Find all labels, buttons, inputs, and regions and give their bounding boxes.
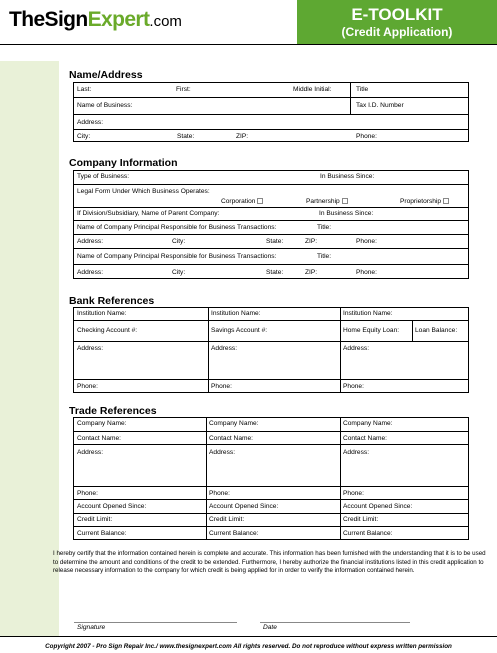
bank-phone-row [74,379,468,394]
trade-phone-field-2[interactable]: Phone: [209,490,230,497]
credit-limit-field-2[interactable]: Credit Limit: [209,516,245,523]
signature-line[interactable] [74,622,237,623]
trade-company-field-3[interactable]: Company Name: [343,420,393,427]
section-heading-bank-references: Bank References [69,295,155,307]
type-row [74,171,468,184]
credit-limit-field-1[interactable]: Credit Limit: [77,516,113,523]
name-address-table [73,82,469,142]
zip-field[interactable]: ZIP: [236,133,249,140]
logo-text-expert: Expert [87,8,150,31]
contact-name-row [74,431,468,445]
principal-name-field-2[interactable]: Name of Company Principal Responsible for Business Transactions: [77,253,277,260]
company-info-table [73,170,469,279]
account-opened-field-1[interactable]: Account Opened Since: [77,503,147,510]
phone-field[interactable]: Phone: [356,133,377,140]
cell-divider [350,83,351,97]
section-heading-trade-references: Trade References [69,405,157,417]
trade-address-row [74,444,468,487]
institution-name-field-2[interactable]: Institution Name: [211,310,261,317]
company-name-row [74,418,468,431]
corporation-checkbox[interactable] [257,198,263,204]
trade-company-field-2[interactable]: Company Name: [209,420,259,427]
state-field[interactable]: State: [177,133,195,140]
credit-limit-field-3[interactable]: Credit Limit: [343,516,379,523]
institution-name-field-1[interactable]: Institution Name: [77,310,127,317]
name-row [74,83,468,97]
account-opened-field-2[interactable]: Account Opened Since: [209,503,279,510]
current-balance-field-2[interactable]: Current Balance: [209,530,259,537]
principal-zip-field-1[interactable]: ZIP: [305,238,318,245]
cell-divider [412,321,413,342]
principal-city-field-2[interactable]: City: [172,269,186,276]
savings-account-field[interactable]: Savings Account #: [211,327,268,334]
cell-divider [350,98,351,115]
account-opened-field-3[interactable]: Account Opened Since: [343,503,413,510]
principal-row-1 [74,220,468,235]
bank-address-field-3[interactable]: Address: [343,345,370,352]
institution-row [74,308,468,320]
bank-phone-field-2[interactable]: Phone: [211,383,232,390]
principal-address-row-1 [74,234,468,249]
principal-city-field-1[interactable]: City: [172,238,186,245]
proprietorship-label: Proprietorship [400,198,442,205]
institution-name-field-3[interactable]: Institution Name: [343,310,393,317]
current-balance-row [74,526,468,541]
address-field[interactable]: Address: [77,119,104,126]
trade-address-field-3[interactable]: Address: [343,449,370,456]
trade-address-field-1[interactable]: Address: [77,449,104,456]
business-name-field[interactable]: Name of Business: [77,102,133,109]
trade-references-table [73,417,469,540]
tax-id-field[interactable]: Tax I.D. Number [356,102,404,109]
page-subtitle: (Credit Application) [341,25,453,39]
signature-label: Signature [77,624,106,631]
principal-zip-field-2[interactable]: ZIP: [305,269,318,276]
home-equity-loan-field[interactable]: Home Equity Loan: [343,327,400,334]
in-business-since-field[interactable]: In Business Since: [320,173,375,180]
bank-address-field-2[interactable]: Address: [211,345,238,352]
page-title: E-TOOLKIT [351,5,443,24]
principal-title-field-1[interactable]: Title: [317,224,332,231]
parent-in-business-since-field[interactable]: In Business Since: [319,210,374,217]
bank-phone-field-1[interactable]: Phone: [77,383,98,390]
principal-phone-field-1[interactable]: Phone: [356,238,377,245]
section-heading-name-address: Name/Address [69,69,143,81]
trade-contact-field-2[interactable]: Contact Name: [209,435,253,442]
partnership-checkbox[interactable] [342,198,348,204]
header-divider [0,44,497,45]
proprietorship-option[interactable] [400,198,449,206]
principal-state-field-2[interactable]: State: [266,269,284,276]
middle-initial-field[interactable]: Middle Initial: [293,86,332,93]
section-heading-company-information: Company Information [69,157,178,169]
legal-form-row [74,184,468,208]
left-green-margin [0,61,59,636]
city-row [74,129,468,143]
principal-address-field-1[interactable]: Address: [77,238,104,245]
account-row [74,320,468,342]
bank-address-field-1[interactable]: Address: [77,345,104,352]
partnership-option[interactable] [306,198,348,206]
city-field[interactable]: City: [77,133,91,140]
address-row [74,114,468,130]
trade-contact-field-3[interactable]: Contact Name: [343,435,387,442]
principal-phone-field-2[interactable]: Phone: [356,269,377,276]
current-balance-field-1[interactable]: Current Balance: [77,530,127,537]
principal-address-row-2 [74,264,468,280]
principal-state-field-1[interactable]: State: [266,238,284,245]
title-field[interactable]: Title [356,86,369,93]
site-logo [9,7,182,35]
date-label: Date [263,624,277,631]
date-line[interactable] [260,622,410,623]
footer-copyright: Copyright 2007 - Pro Sign Repair Inc./ www.thesignexpert.com All rights reserved. Do not reproduce without express written permission [45,643,452,650]
title-banner [297,0,497,44]
logo-text-com: .com [149,13,182,30]
proprietorship-checkbox[interactable] [443,198,449,204]
parent-company-field[interactable]: If Division/Subsidiary, Name of Parent Company: [77,210,220,217]
footer-divider [0,636,497,637]
trade-phone-field-1[interactable]: Phone: [77,490,98,497]
principal-address-field-2[interactable]: Address: [77,269,104,276]
division-row [74,207,468,221]
last-name-field[interactable]: Last: [77,86,92,93]
bank-phone-field-3[interactable]: Phone: [343,383,364,390]
principal-name-field-1[interactable]: Name of Company Principal Responsible for Business Transactions: [77,224,277,231]
trade-contact-field-1[interactable]: Contact Name: [77,435,121,442]
certification-text: I hereby certify that the information contained herein is complete and accurate. This information has been furnished with the understanding that it is to be used to determine the amount and conditions of the credit to be extended. Furthermore, I hereby authorize the financial institutions listed in this credit application to release necessary information to the company for which credit is being applied for in order to verify the information contained herein. [53,550,486,575]
bank-references-table [73,307,469,393]
principal-title-field-2[interactable]: Title: [317,253,332,260]
trade-company-field-1[interactable]: Company Name: [77,420,127,427]
trade-phone-row [74,486,468,500]
logo-text-the-sign: TheSign [9,8,88,31]
account-opened-row [74,499,468,514]
checking-account-field[interactable]: Checking Account #: [77,327,138,334]
trade-phone-field-3[interactable]: Phone: [343,490,364,497]
loan-balance-field[interactable]: Loan Balance: [415,327,458,334]
corporation-option[interactable] [221,198,263,206]
trade-address-field-2[interactable]: Address: [209,449,236,456]
business-row [74,97,468,115]
partnership-label: Partnership [306,198,340,205]
bank-address-row [74,341,468,380]
type-of-business-field[interactable]: Type of Business: [77,173,130,180]
first-name-field[interactable]: First: [176,86,191,93]
principal-row-2 [74,248,468,265]
legal-form-label: Legal Form Under Which Business Operates: [77,188,210,195]
credit-limit-row [74,513,468,527]
corporation-label: Corporation [221,198,256,205]
current-balance-field-3[interactable]: Current Balance: [343,530,393,537]
